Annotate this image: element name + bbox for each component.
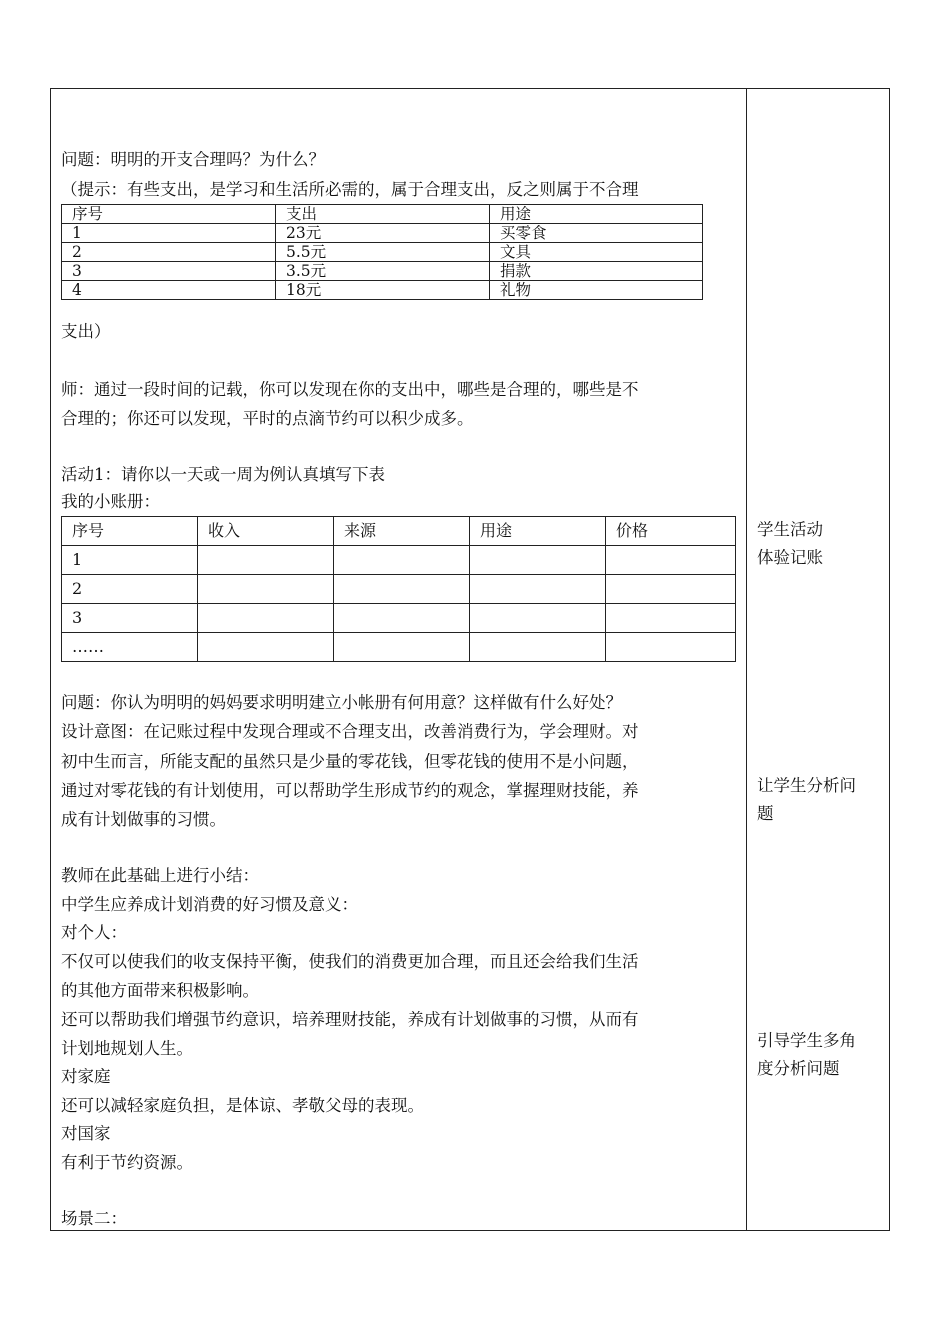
header-cell: 来源 (334, 517, 470, 546)
header-cell: 价格 (606, 517, 736, 546)
question-1: 问题：明明的开支合理吗？为什么？ (61, 150, 325, 169)
table-row (62, 604, 736, 633)
table-row (62, 575, 736, 604)
summary-title: 中学生应养成计划消费的好习惯及意义： (61, 895, 358, 914)
side-note-2-line-2: 题 (757, 804, 774, 823)
header-cell: 序号 (62, 517, 198, 546)
ledger-input-cell[interactable] (334, 546, 470, 575)
design-line-1: 设计意图：在记账过程中发现合理或不合理支出，改善消费行为，学会理财。对 (61, 722, 639, 741)
ledger-input-cell[interactable] (198, 604, 334, 633)
ledger-input-cell[interactable] (198, 575, 334, 604)
ledger-input-cell[interactable] (606, 604, 736, 633)
ledger-input-cell[interactable] (334, 575, 470, 604)
table-row (62, 546, 736, 575)
teacher-line-2: 合理的；你还可以发现，平时的点滴节约可以积少成多。 (61, 409, 474, 428)
table-cell: 1 (62, 224, 276, 243)
teacher-line-1: 师：通过一段时间的记载，你可以发现在你的支出中，哪些是合理的，哪些是不 (61, 380, 639, 399)
table-cell: 2 (62, 575, 198, 604)
ledger-input-cell[interactable] (606, 633, 736, 662)
hint-end: 支出） (61, 322, 111, 341)
question-2: 问题：你认为明明的妈妈要求明明建立小帐册有何用意？这样做有什么好处？ (61, 693, 622, 712)
header-cell: 用途 (490, 205, 703, 224)
personal-line-3: 还可以帮助我们增强节约意识，培养理财技能，养成有计划做事的习惯，从而有 (61, 1010, 639, 1029)
table-cell: …… (62, 633, 198, 662)
table-cell: 捐款 (490, 262, 703, 281)
ledger-input-cell[interactable] (198, 633, 334, 662)
hint-start: （提示：有些支出，是学习和生活所必需的，属于合理支出，反之则属于不合理 (61, 180, 639, 199)
header-cell: 支出 (276, 205, 490, 224)
table-cell: 礼物 (490, 281, 703, 300)
summary-intro: 教师在此基础上进行小结： (61, 866, 259, 885)
table-cell: 3.5元 (276, 262, 490, 281)
table-row (62, 224, 703, 243)
header-cell: 序号 (62, 205, 276, 224)
header-cell: 收入 (198, 517, 334, 546)
table-row (62, 243, 703, 262)
column-divider (746, 88, 747, 1231)
table-header-row (62, 205, 703, 224)
design-line-4: 成有计划做事的习惯。 (61, 810, 226, 829)
side-note-1-line-2: 体验记账 (757, 548, 823, 567)
ledger-input-cell[interactable] (198, 546, 334, 575)
ledger-input-cell[interactable] (470, 604, 606, 633)
personal-line-4: 计划地规划人生。 (61, 1039, 193, 1058)
family-text: 还可以减轻家庭负担，是体谅、孝敬父母的表现。 (61, 1096, 424, 1115)
header-cell: 用途 (470, 517, 606, 546)
activity-title: 活动1：请你以一天或一周为例认真填写下表 (61, 465, 385, 484)
personal-line-1: 不仅可以使我们的收支保持平衡，使我们的消费更加合理，而且还会给我们生活 (61, 952, 639, 971)
expense-table (61, 204, 703, 300)
side-note-3-line-2: 度分析问题 (757, 1059, 840, 1078)
table-cell: 文具 (490, 243, 703, 262)
table-cell: 3 (62, 262, 276, 281)
table-row (62, 633, 736, 662)
country-text: 有利于节约资源。 (61, 1153, 193, 1172)
table-cell: 1 (62, 546, 198, 575)
table-cell: 4 (62, 281, 276, 300)
ledger-input-cell[interactable] (606, 575, 736, 604)
table-row (62, 262, 703, 281)
side-note-3-line-1: 引导学生多角 (757, 1031, 856, 1050)
family-label: 对家庭 (61, 1067, 111, 1086)
country-label: 对国家 (61, 1124, 111, 1143)
table-cell: 23元 (276, 224, 490, 243)
table-cell: 18元 (276, 281, 490, 300)
table-cell: 3 (62, 604, 198, 633)
table-cell: 2 (62, 243, 276, 262)
table-header-row (62, 517, 736, 546)
ledger-input-cell[interactable] (334, 604, 470, 633)
side-note-1-line-1: 学生活动 (757, 520, 823, 539)
ledger-title: 我的小账册： (61, 492, 160, 511)
ledger-table (61, 516, 736, 662)
design-line-2: 初中生而言，所能支配的虽然只是少量的零花钱，但零花钱的使用不是小问题， (61, 752, 639, 771)
side-note-2-line-1: 让学生分析问 (757, 776, 856, 795)
ledger-input-cell[interactable] (334, 633, 470, 662)
ledger-input-cell[interactable] (470, 633, 606, 662)
personal-label: 对个人： (61, 923, 127, 942)
table-cell: 5.5元 (276, 243, 490, 262)
scene-2-label: 场景二： (61, 1209, 127, 1228)
ledger-input-cell[interactable] (470, 546, 606, 575)
ledger-input-cell[interactable] (606, 546, 736, 575)
design-line-3: 通过对零花钱的有计划使用，可以帮助学生形成节约的观念，掌握理财技能，养 (61, 781, 639, 800)
personal-line-2: 的其他方面带来积极影响。 (61, 981, 259, 1000)
table-row (62, 281, 703, 300)
table-cell: 买零食 (490, 224, 703, 243)
ledger-input-cell[interactable] (470, 575, 606, 604)
